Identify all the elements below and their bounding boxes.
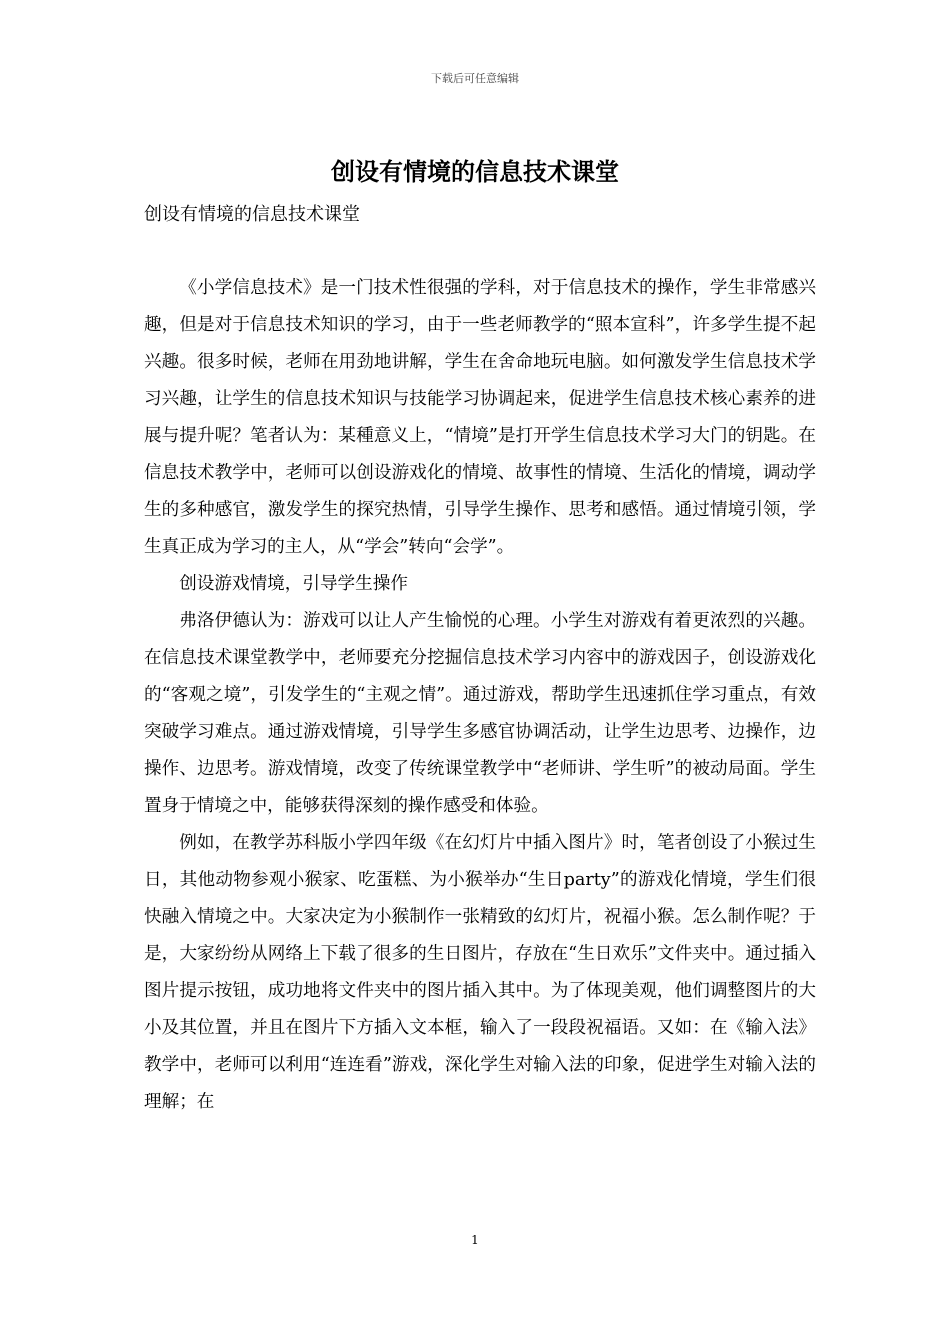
paragraph-freud: 弗洛伊德认为：游戏可以让人产生愉悦的心理。小学生对游戏有着更浓烈的兴趣。在信息技术课堂教学中，老师要充分挖掘信息技术学习内容中的游戏因子，创设游戏化的“客观之境”，引发学生的“主观之情”。通过游戏，帮助学生迅速抓住学习重点，有效突破学习难点。通过游戏情境，引导学生多感官协调活动，让学生边思考、边操作，边操作、边思考。游戏情境，改变了传统课堂教学中“老师讲、学生听”的被动局面。学生置身于情境之中，能够获得深刻的操作感受和体验。 — [144, 611, 816, 816]
header-note: 下载后可任意编辑 — [431, 72, 519, 85]
section-heading: 创设游戏情境，引导学生操作 — [179, 574, 408, 594]
paragraph-intro: 《小学信息技术》是一门技术性很强的学科，对于信息技术的操作，学生非常感兴趣，但是对于信息技术知识的学习，由于一些老师教学的“照本宣科”，许多学生提不起兴趣。很多时候，老师在用劲地讲解，学生在舍命地玩电脑。如何激发学生信息技术学习兴趣，让学生的信息技术知识与技能学习协调起来，促进学生信息技术核心素养的进展与提升呢？笔者认为：某種意义上，“情境”是打开学生信息技术学习大门的钥匙。在信息技术教学中，老师可以创设游戏化的情境、故事性的情境、生活化的情境，调动学生的多种感官，激发学生的探究热情，引导学生操作、思考和感悟。通过情境引领，学生真正成为学习的主人，从“学会”转向“会学”。 — [144, 278, 816, 557]
document-body — [144, 270, 816, 1121]
document-title: 创设有情境的信息技术课堂 — [331, 158, 619, 186]
document-subtitle: 创设有情境的信息技术课堂 — [144, 204, 360, 225]
page-number: 1 — [471, 1233, 479, 1247]
paragraph-example: 例如，在教学苏科版小学四年级《在幻灯片中插入图片》时，笔者创设了小猴过生日，其他动物参观小猴家、吃蛋糕、为小猴举办“生日party”的游戏化情境，学生们很快融入情境之中。大家决定为小猴制作一张精致的幻灯片，祝福小猴。怎么制作呢？于是，大家纷纷从网络上下载了很多的生日图片，存放在“生日欢乐”文件夹中。通过插入图片提示按钮，成功地将文件夹中的图片插入其中。为了体现美观，他们调整图片的大小及其位置，并且在图片下方插入文本框，输入了一段段祝福语。又如：在《输入法》教学中，老师可以利用“连连看”游戏，深化学生对输入法的印象，促进学生对输入法的理解；在 — [144, 833, 816, 1112]
